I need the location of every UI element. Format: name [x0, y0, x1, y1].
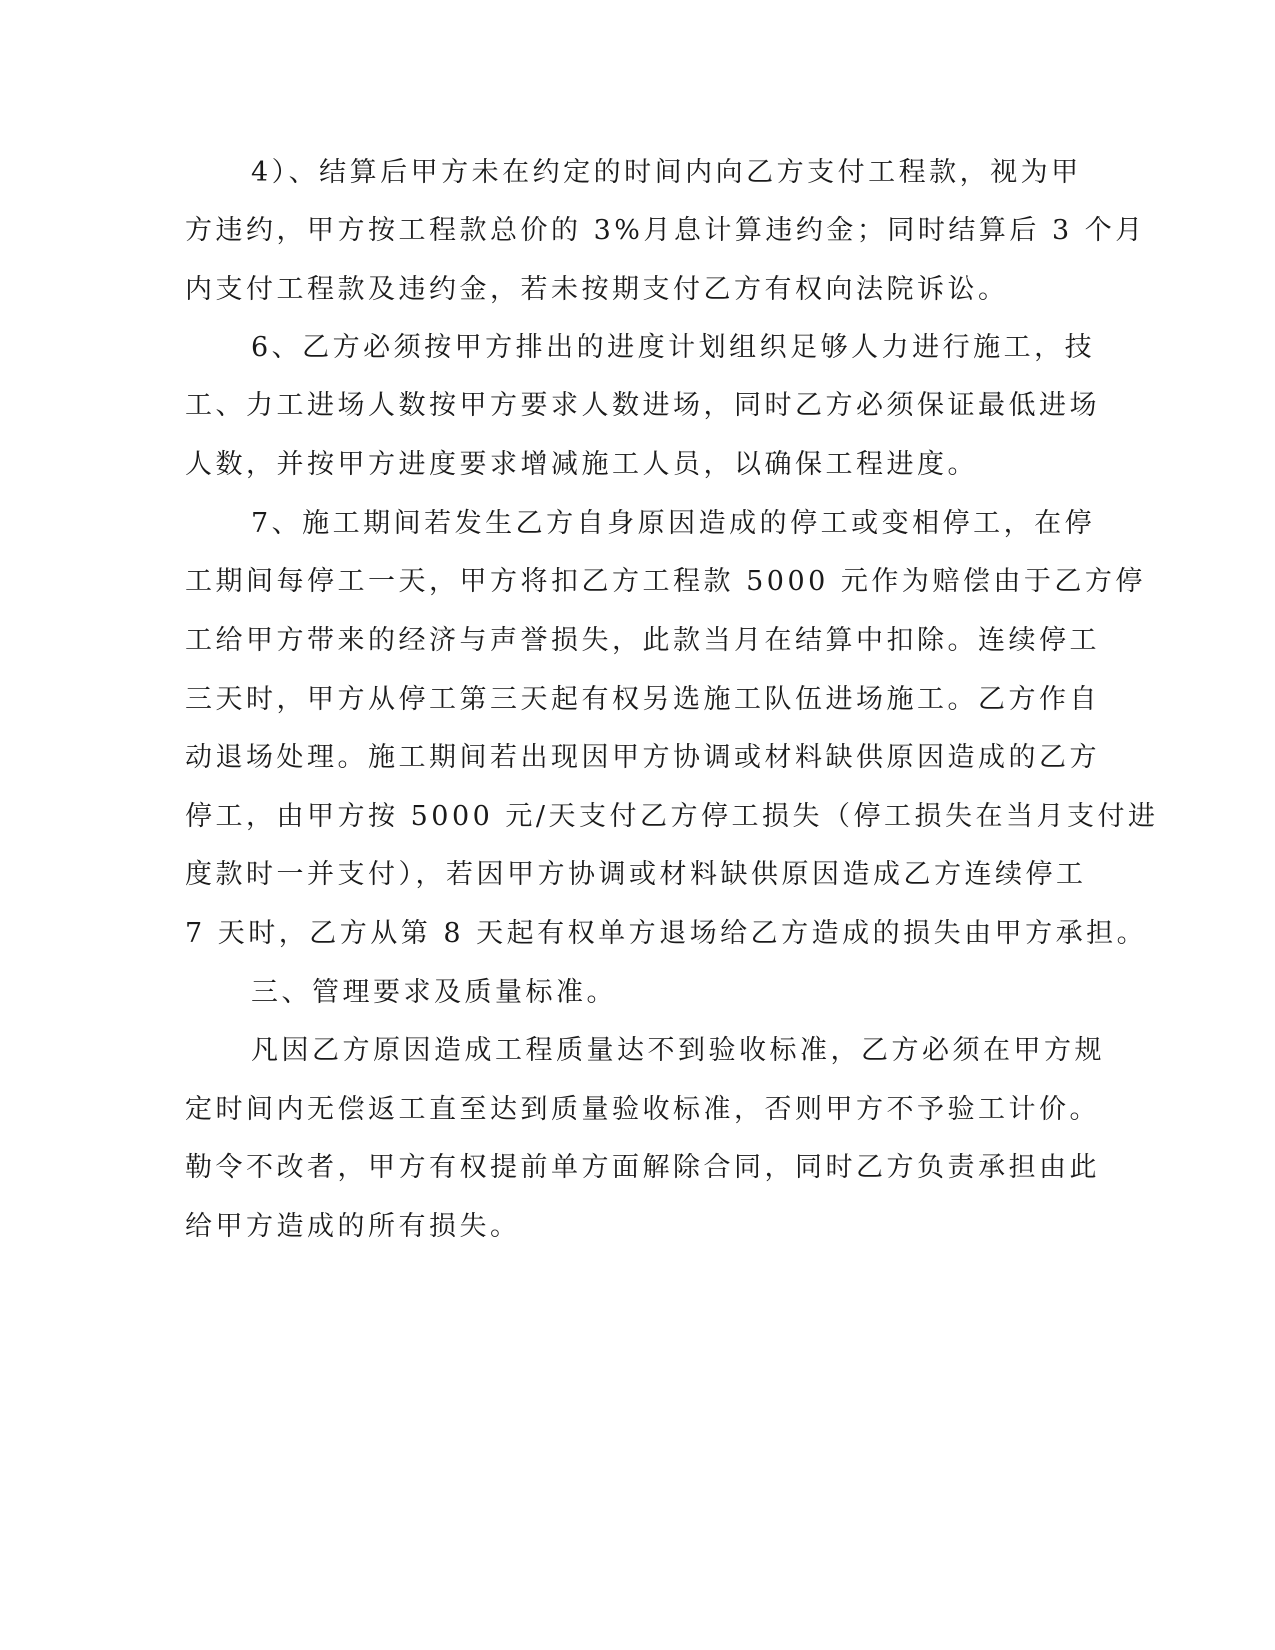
paragraph-7-line-5: 动退场处理。施工期间若出现因甲方协调或材料缺供原因造成的乙方 — [185, 742, 1100, 773]
quality-paragraph-line-1: 凡因乙方原因造成工程质量达不到验收标准，乙方必须在甲方规 — [251, 1035, 1105, 1066]
paragraph-4-line-2: 方违约，甲方按工程款总价的 3%月息计算违约金；同时结算后 3 个月 — [185, 215, 1146, 246]
paragraph-6-line-2: 工、力工进场人数按甲方要求人数进场，同时乙方必须保证最低进场 — [185, 390, 1100, 421]
paragraph-7-line-7: 度款时一并支付），若因甲方协调或材料缺供原因造成乙方连续停工 — [185, 859, 1087, 890]
paragraph-4-line-1: 4）、结算后甲方未在约定的时间内向乙方支付工程款，视为甲 — [251, 157, 1082, 188]
paragraph-7-line-8: 7 天时，乙方从第 8 天起有权单方退场给乙方造成的损失由甲方承担。 — [185, 918, 1148, 949]
paragraph-7-line-2: 工期间每停工一天，甲方将扣乙方工程款 5000 元作为赔偿由于乙方停 — [185, 566, 1146, 597]
paragraph-7-line-1: 7、施工期间若发生乙方自身原因造成的停工或变相停工，在停 — [251, 508, 1096, 539]
quality-paragraph-line-2: 定时间内无偿返工直至达到质量验收标准，否则甲方不予验工计价。 — [185, 1094, 1100, 1125]
paragraph-6-line-3: 人数，并按甲方进度要求增减施工人员，以确保工程进度。 — [185, 449, 978, 480]
paragraph-7-line-6: 停工，由甲方按 5000 元/天支付乙方停工损失（停工损失在当月支付进 — [185, 801, 1159, 832]
section-heading: 三、管理要求及质量标准。 — [251, 977, 617, 1008]
paragraph-7-line-4: 三天时，甲方从停工第三天起有权另选施工队伍进场施工。乙方作自 — [185, 684, 1100, 715]
quality-paragraph-line-3: 勒令不改者，甲方有权提前单方面解除合同，同时乙方负责承担由此 — [185, 1152, 1100, 1183]
paragraph-6-line-1: 6、乙方必须按甲方排出的进度计划组织足够人力进行施工，技 — [251, 332, 1096, 363]
paragraph-7-line-3: 工给甲方带来的经济与声誉损失，此款当月在结算中扣除。连续停工 — [185, 625, 1100, 656]
paragraph-4-line-3: 内支付工程款及违约金，若未按期支付乙方有权向法院诉讼。 — [185, 274, 1009, 305]
quality-paragraph-line-4: 给甲方造成的所有损失。 — [185, 1211, 521, 1242]
